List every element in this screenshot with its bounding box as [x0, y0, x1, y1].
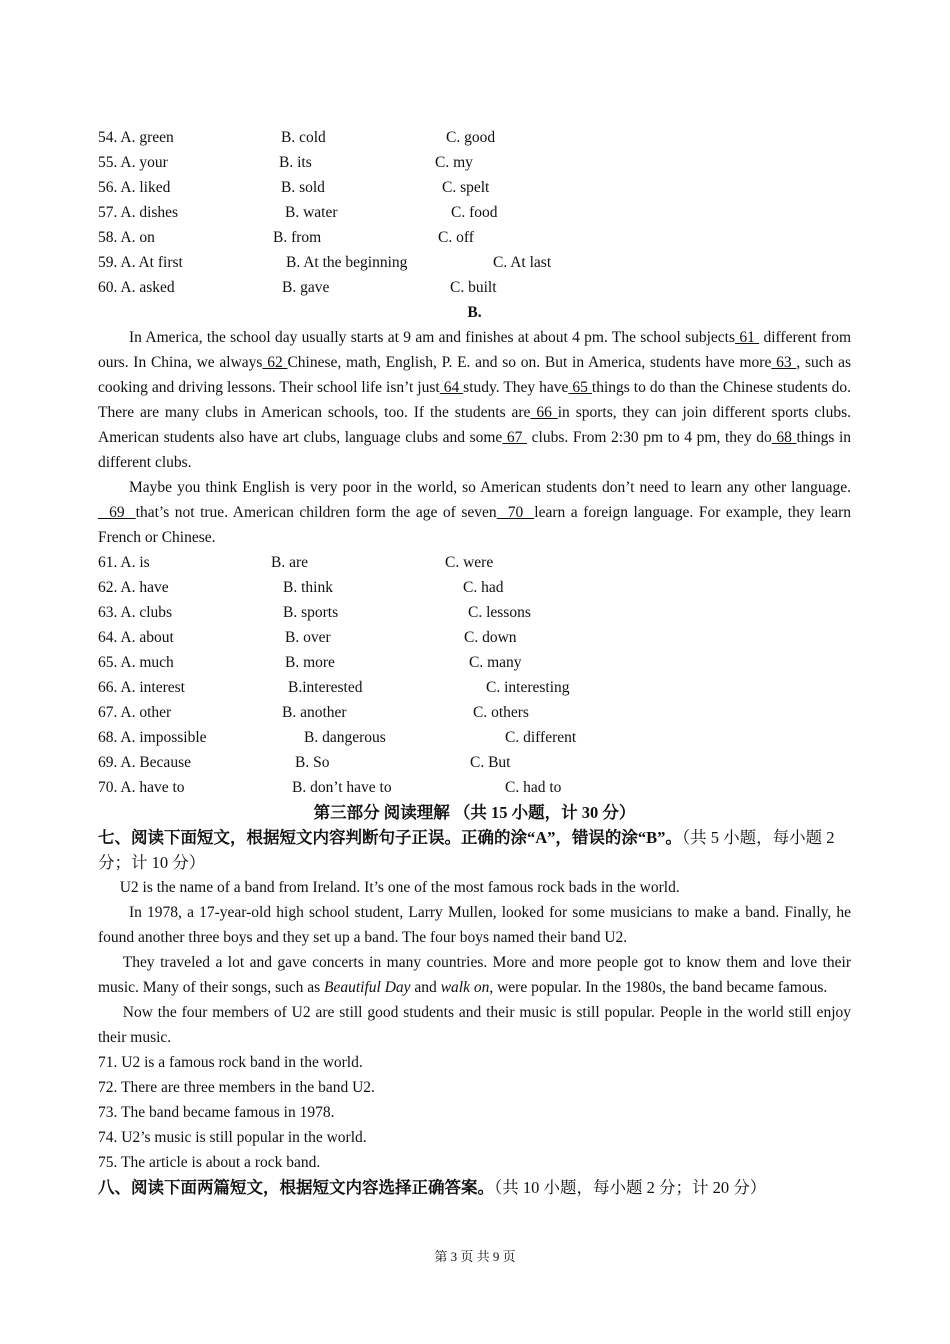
option-c: C. were — [445, 554, 494, 571]
u2-paragraph-4: Now the four members of U2 are still good students and their music is still popular. People in the world still enjoy their music. — [98, 1004, 851, 1046]
options-b-row — [98, 700, 851, 725]
statement-item: 72. There are three members in the band U2. — [98, 1079, 375, 1096]
options-b-row — [98, 750, 851, 775]
option-c: C. others — [473, 704, 529, 721]
option-a: 68. A. impossible — [98, 729, 207, 746]
options-b-row — [98, 550, 851, 575]
options-a-row — [98, 150, 851, 175]
statement-item: 74. U2’s music is still popular in the world. — [98, 1129, 367, 1146]
options-b-row — [98, 650, 851, 675]
option-b: B. So — [295, 754, 330, 771]
options-a-row — [98, 225, 851, 250]
blank-68: 68 — [771, 429, 797, 446]
option-a: 58. A. on — [98, 229, 155, 246]
option-c: C. many — [469, 654, 522, 671]
option-b: B. cold — [281, 129, 326, 146]
option-b: B. sports — [283, 604, 339, 621]
options-list-61-70 — [98, 550, 851, 800]
option-c: C. good — [446, 129, 496, 146]
options-a-row — [98, 125, 851, 150]
blank-62: 62 — [262, 354, 288, 371]
option-b: B. its — [279, 154, 312, 171]
section-b-label: B. — [467, 304, 482, 321]
option-b: B. gave — [282, 279, 330, 296]
blank-65: 65 — [568, 379, 592, 396]
section-7-heading: 七、阅读下面短文，根据短文内容判断句子正误。正确的涂“A”，错误的涂“B”。（共 5 小题，每小题 2 分；计 10 分） — [98, 828, 835, 872]
option-b: B. water — [285, 204, 338, 221]
option-b: B. sold — [281, 179, 325, 196]
option-b: B. dangerous — [304, 729, 386, 746]
options-list-54-60 — [98, 125, 851, 300]
section-8-heading: 八、阅读下面两篇短文，根据短文内容选择正确答案。（共 10 小题，每小题 2 分；计 20 分） — [98, 1178, 767, 1197]
options-a-row — [98, 200, 851, 225]
u2-paragraph-2: In 1978, a 17-year-old high school student, Larry Mullen, looked for some musicians to make a band. Finally, he found another three boys and they set up a band. The four boys named their band U2. — [98, 904, 851, 946]
option-a: 60. A. asked — [98, 279, 175, 296]
options-b-row — [98, 775, 851, 800]
options-a-row — [98, 175, 851, 200]
option-a: 57. A. dishes — [98, 204, 179, 221]
options-b-row — [98, 675, 851, 700]
option-c: C. built — [450, 279, 497, 296]
option-c: C. interesting — [486, 679, 570, 696]
passage-b-paragraph-2: Maybe you think English is very poor in the world, so American students don’t need to learn any other language. 69 that’s not true. American children form the age of seven 70 learn a foreign language. For example, they learn French or Chinese. — [98, 479, 852, 546]
option-c: C. had to — [505, 779, 562, 796]
option-a: 59. A. At first — [98, 254, 183, 271]
option-b: B. At the beginning — [286, 254, 408, 271]
true-false-statements — [98, 1050, 851, 1175]
options-b-row — [98, 725, 851, 750]
option-b: B. over — [285, 629, 331, 646]
blank-64: 64 — [439, 379, 464, 396]
option-b: B. think — [283, 579, 333, 596]
option-c: C. At last — [493, 254, 552, 271]
u2-paragraph-3: They traveled a lot and gave concerts in many countries. More and more people got to know them and love their music. Many of their songs, such as Beautiful Day and walk on, were popular. In the 1980s, the band became famous. — [98, 954, 851, 996]
option-b: B. another — [282, 704, 347, 721]
option-c: C. lessons — [468, 604, 531, 621]
option-c: C. But — [470, 754, 511, 771]
options-a-row — [98, 275, 851, 300]
option-a: 55. A. your — [98, 154, 168, 171]
part-3-title: 第三部分 阅读理解 （共 15 小题，计 30 分） — [313, 803, 636, 822]
option-a: 61. A. is — [98, 554, 150, 571]
exam-page — [98, 125, 851, 1200]
option-a: 62. A. have — [98, 579, 169, 596]
options-b-row — [98, 575, 851, 600]
statement-item: 73. The band became famous in 1978. — [98, 1104, 335, 1121]
option-b: B. don’t have to — [292, 779, 392, 796]
option-c: C. off — [438, 229, 474, 246]
blank-70: 70 — [496, 504, 535, 521]
song-title-beautiful-day: Beautiful Day — [324, 979, 411, 996]
option-c: C. food — [451, 204, 498, 221]
statement-item: 71. U2 is a famous rock band in the world. — [98, 1054, 363, 1071]
option-b: B. are — [271, 554, 309, 571]
option-a: 70. A. have to — [98, 779, 185, 796]
option-b: B. more — [285, 654, 335, 671]
option-a: 66. A. interest — [98, 679, 185, 696]
option-a: 63. A. clubs — [98, 604, 173, 621]
options-b-row — [98, 600, 851, 625]
option-a: 64. A. about — [98, 629, 174, 646]
blank-69: 69 — [98, 504, 136, 521]
option-c: C. down — [464, 629, 517, 646]
song-title-walk-on: walk on — [440, 979, 490, 996]
option-a: 54. A. green — [98, 129, 174, 146]
option-b: B.interested — [288, 679, 363, 696]
page-footer: 第 3 页 共 9 页 — [434, 1249, 516, 1264]
option-a: 69. A. Because — [98, 754, 191, 771]
blank-67: 67 — [502, 429, 528, 446]
passage-b-paragraph-1: In America, the school day usually starts at 9 am and finishes at about 4 pm. The school subjects 61 different from ours. In China, we always 62 Chinese, math, English, P. E. and so on. But in America, students have more 63 , such as cooking and driving lessons. Their school life isn’t just 64 study. They have 65 things to do than the Chinese students do. There are many clubs in American schools, too. If the students are 66 in sports, they can join different sports clubs. American students also have art clubs, language clubs and some 67 clubs. From 2:30 pm to 4 pm, they do 68 things in different clubs. — [98, 329, 852, 471]
u2-paragraph-1: U2 is the name of a band from Ireland. It’s one of the most famous rock bads in the world. — [119, 879, 680, 896]
option-b: B. from — [273, 229, 322, 246]
blank-61: 61 — [735, 329, 760, 346]
options-b-row — [98, 625, 851, 650]
option-c: C. my — [435, 154, 473, 171]
option-c: C. had — [463, 579, 504, 596]
option-c: C. different — [505, 729, 577, 746]
blank-63: 63 — [771, 354, 797, 371]
option-a: 67. A. other — [98, 704, 172, 721]
blank-66: 66 — [530, 404, 558, 421]
option-c: C. spelt — [442, 179, 490, 196]
statement-item: 75. The article is about a rock band. — [98, 1154, 321, 1171]
option-a: 65. A. much — [98, 654, 174, 671]
option-a: 56. A. liked — [98, 179, 171, 196]
options-a-row — [98, 250, 851, 275]
